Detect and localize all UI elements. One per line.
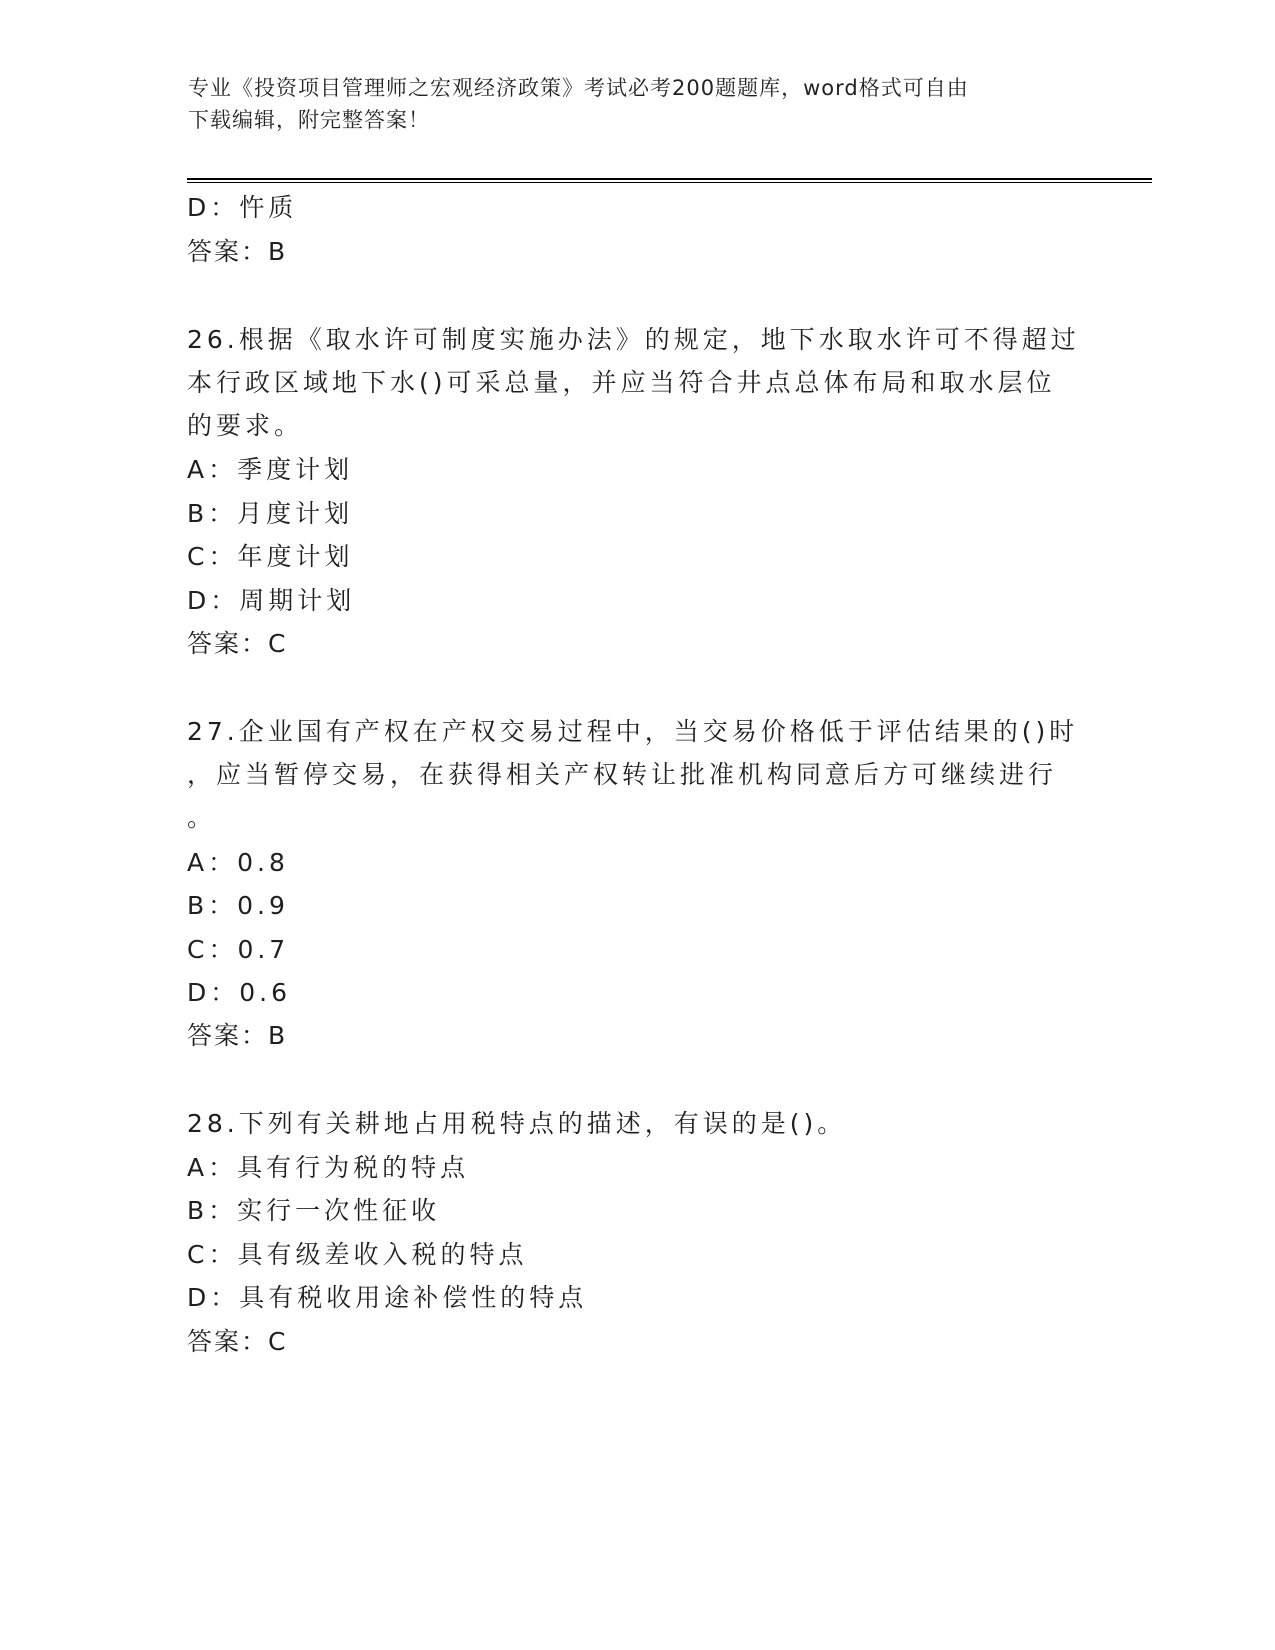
q27-option-c: C：0.7 xyxy=(187,935,290,964)
q27-option-b: B：0.9 xyxy=(187,891,289,920)
q26-answer: 答案：C xyxy=(187,629,288,658)
prev-answer: 答案：B xyxy=(187,237,288,266)
q27-stem-line-1: 27.企业国有产权在产权交易过程中，当交易价格低于评估结果的()时 xyxy=(187,717,1079,746)
q27-stem-line-2: ，应当暂停交易，在获得相关产权转让批准机构同意后方可继续进行 xyxy=(187,760,1058,789)
document-header xyxy=(188,72,1088,136)
q26-option-b: B：月度计划 xyxy=(187,499,354,528)
header-line-2: 下载编辑，附完整答案！ xyxy=(188,108,430,132)
q26-stem-line-3: 的要求。 xyxy=(187,411,304,440)
q27-option-d: D：0.6 xyxy=(187,978,292,1007)
q28-stem-line-1: 28.下列有关耕地占用税特点的描述，有误的是()。 xyxy=(187,1109,847,1138)
q28-option-c: C：具有级差收入税的特点 xyxy=(187,1240,528,1269)
q28-option-a: A：具有行为税的特点 xyxy=(187,1153,470,1182)
header-divider-bottom xyxy=(187,182,1152,183)
q28-option-d: D：具有税收用途补偿性的特点 xyxy=(187,1283,588,1312)
q26-stem-line-2: 本行政区域地下水()可采总量，并应当符合井点总体布局和取水层位 xyxy=(187,368,1056,397)
q26-option-d: D：周期计划 xyxy=(187,586,356,615)
q27-stem-line-3: 。 xyxy=(187,803,217,832)
header-line-1: 专业《投资项目管理师之宏观经济政策》考试必考200题题库，word格式可自由 xyxy=(188,76,969,100)
header-divider-top xyxy=(187,178,1152,180)
q26-stem-line-1: 26.根据《取水许可制度实施办法》的规定，地下水取水许可不得超过 xyxy=(187,325,1080,354)
prev-option-d: D：忤质 xyxy=(187,193,298,222)
q28-answer: 答案：C xyxy=(187,1327,288,1356)
q26-option-a: A：季度计划 xyxy=(187,455,354,484)
q26-option-c: C：年度计划 xyxy=(187,542,354,571)
q27-answer: 答案：B xyxy=(187,1021,288,1050)
q28-option-b: B：实行一次性征收 xyxy=(187,1196,441,1225)
q27-option-a: A：0.8 xyxy=(187,848,289,877)
